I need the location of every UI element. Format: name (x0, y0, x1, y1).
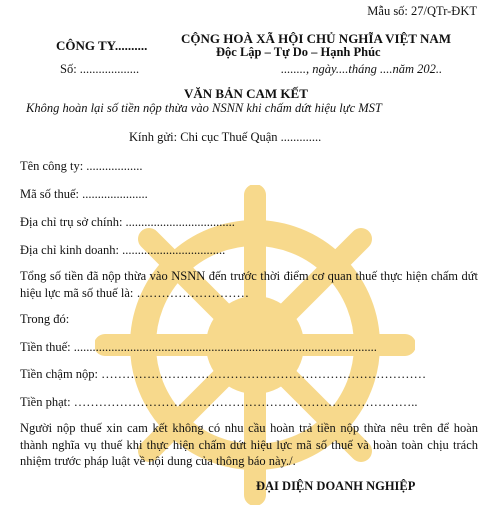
company-label: CÔNG TY.......... (56, 38, 148, 53)
signature-title: ĐẠI DIỆN DOANH NGHIỆP (256, 479, 416, 493)
head-office-field: Địa chỉ trụ sở chính: ................................... (20, 215, 235, 229)
form-code: Mẫu số: 27/QTr-ĐKT (367, 4, 477, 18)
motto: Độc Lập – Tự Do – Hạnh Phúc (216, 45, 381, 59)
recipient-line: Kính gửi: Chi cục Thuế Quận ............. (129, 130, 322, 144)
republic-heading: CỘNG HOÀ XÃ HỘI CHỦ NGHĨA VIỆT NAM (181, 31, 452, 46)
total-overpaid-paragraph: Tổng số tiền đã nộp thừa vào NSNN đến trước thời điểm cơ quan thuế thực hiện chấm dứt hiệu lực mã số thuế là: ……………………… (20, 269, 478, 300)
company-name-field: Tên công ty: .................. (20, 159, 143, 173)
late-payment-field: Tiền chậm nộp: …………………………………………………………………… (20, 367, 427, 381)
date-line: ........, ngày....tháng ....năm 202.. (281, 62, 443, 76)
tax-amount-field: Tiền thuế: ................................................................................................. (20, 340, 377, 354)
number-field: Số: ................... (60, 62, 140, 76)
document-title: VĂN BẢN CAM KẾT (184, 86, 308, 101)
tax-code-field: Mã số thuế: ..................... (20, 187, 148, 201)
within-label: Trong đó: (20, 312, 70, 326)
document-subtitle: Không hoàn lại số tiền nộp thừa vào NSNN khi chấm dứt hiệu lực MST (26, 101, 382, 115)
penalty-field: Tiền phạt: ……………………………………………………………………….. (20, 395, 418, 409)
business-address-field: Địa chỉ kinh doanh: ................................. (20, 243, 226, 257)
commitment-paragraph: Người nộp thuế xin cam kết không có nhu cầu hoàn trả tiền nộp thừa nêu trên để hoàn thành nghĩa vụ thuế khi thực hiện chấm dứt hiệu lực mã số thuế và hoàn toàn chịu trách nhiệm trước pháp luật về nội dung của thông báo này./. (20, 421, 478, 468)
